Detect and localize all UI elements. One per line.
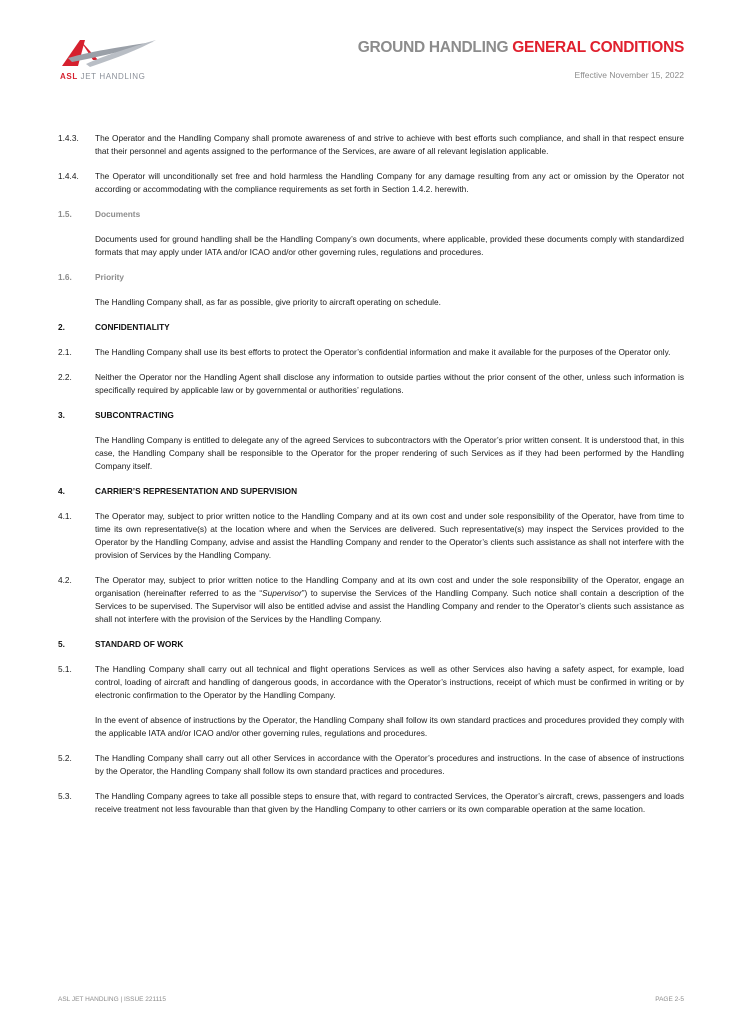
- clause-5-1-continued: In the event of absence of instructions by the Operator, the Handling Company shall follow its own standard practices and procedures provided they comply with the applicable IATA and/or ICAO and/or other governing rules, regulations and procedures.: [95, 715, 684, 738]
- document-body: [58, 132, 684, 828]
- logo-wordmark: ASL JET HANDLING: [60, 72, 146, 81]
- clause-1-5-text: Documents used for ground handling shall be the Handling Company’s own documents, where applicable, provided these documents comply with standardized formats that may apply under IATA and/or ICAO and/or other governing rules, regulations and procedures.: [95, 234, 684, 257]
- heading-subcontracting: 3. SUBCONTRACTING: [58, 410, 174, 420]
- clause-2-2: 2.2. Neither the Operator nor the Handling Agent shall disclose any information to outside parties without the prior consent of the other, unless such information is specifically required by applicable law or by governmental or authorities’ regulations.: [58, 372, 684, 395]
- company-logo: [58, 36, 162, 84]
- heading-carrier-representation: 4. CARRIER’S REPRESENTATION AND SUPERVISION: [58, 486, 298, 496]
- clause-1-6-text: The Handling Company shall, as far as possible, give priority to aircraft operating on schedule.: [95, 297, 441, 307]
- document-title: [358, 39, 684, 57]
- clause-3-text: The Handling Company is entitled to delegate any of the agreed Services to subcontractors with the Operator’s prior written consent. It is understood that, in this case, the Handling Company shall be responsible to the Operator for the proper rendering of such Services as if they had been performed by the Handling Company itself.: [95, 435, 684, 471]
- footer-issue: ASL JET HANDLING | ISSUE 221115: [58, 996, 167, 1003]
- heading-documents: 1.5. Documents: [58, 209, 141, 219]
- heading-priority: 1.6. Priority: [58, 272, 125, 282]
- title-part-grey: GROUND HANDLING: [357, 39, 509, 56]
- clause-4-2: 4.2. The Operator may, subject to prior written notice to the Handling Company and at its own cost and under the sole responsibility of the Operator, engage an organisation (hereinafter referred to as the “Supervisor”) to supervise the Services of the Handling Company. Such notice shall contain a description of the Services to be supervised. The Supervisor will also be entitled advise and assist the Handling Company and render to the Operator’s clients such assistance as shall not interfere with the provision of the Services by the Handling Company.: [58, 575, 684, 624]
- effective-date: Effective November 15, 2022: [574, 70, 684, 80]
- heading-standard-of-work: 5. STANDARD OF WORK: [58, 639, 184, 649]
- clause-5-2: 5.2. The Handling Company shall carry out all other Services in accordance with the Operator’s procedures and instructions. In the case of absence of instructions by the Operator, the Handling Company shall follow its own standard practices and procedures.: [58, 753, 684, 776]
- heading-confidentiality: 2. CONFIDENTIALITY: [58, 322, 170, 332]
- clause-5-3: 5.3. The Handling Company agrees to take all possible steps to ensure that, with regard to contracted Services, the Operator’s aircraft, crews, passengers and loads receive treatment not less favourable than that given by the Handling Company to other carriers or its own comparable operation at the same location.: [58, 791, 684, 814]
- logo-mark-icon: [58, 36, 162, 72]
- clause-4-1: 4.1. The Operator may, subject to prior written notice to the Handling Company and at its own cost and under sole responsibility of the Operator, have from time to time its own representative(s) at the location where and when the Services are delivered. Such representative(s) may inspect the Services provided to the Operator by the Handling Company, advise and assist the Handling Company and render to the Operator’s clients such assistance as shall not interfere with the provision of Services by the Handling Company.: [58, 511, 684, 560]
- clause-5-1: 5.1. The Handling Company shall carry out all technical and flight operations Services as well as other Services also having a safety aspect, for example, load control, loading of aircraft and handling of dangerous goods, in accordance with the Operator’s instructions, receipt of which must be confirmed in writing or by electronic confirmation to the Operator by the Handling Company.: [58, 664, 684, 700]
- clause-1-4-4: 1.4.4. The Operator will unconditionally set free and hold harmless the Handling Company for any damage resulting from any act or omission by the Operator not according or accommodating with the compliance requirements as set forth in Section 1.4.2. herewith.: [58, 171, 684, 194]
- clause-1-4-3: 1.4.3. The Operator and the Handling Company shall promote awareness of and strive to achieve with best efforts such compliance, and shall in that respect ensure that their personnel and agents assigned to the performance of the Services, are aware of all relevant legislation applicable.: [58, 133, 684, 156]
- title-part-red: GENERAL CONDITIONS: [512, 39, 684, 56]
- clause-2-1: 2.1. The Handling Company shall use its best efforts to protect the Operator’s confidential information and make it available for the purposes of the Operator only.: [58, 347, 671, 357]
- footer-page-number: PAGE 2-5: [655, 996, 684, 1003]
